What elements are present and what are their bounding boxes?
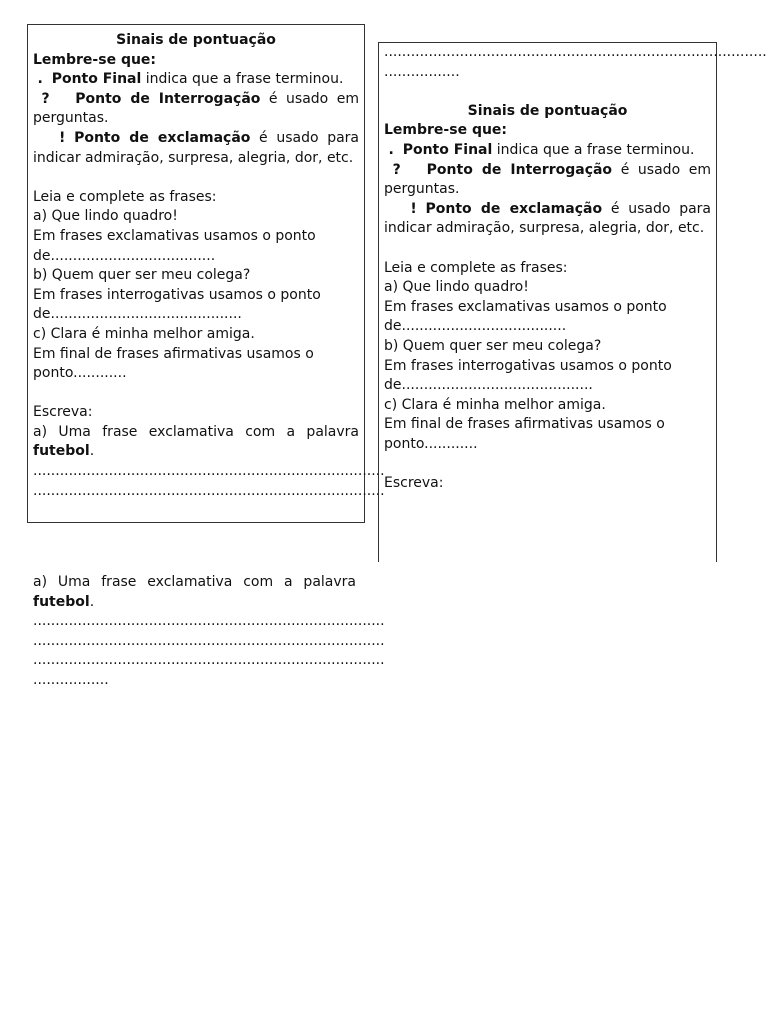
write-heading: Escreva: — [384, 475, 444, 492]
sentence-c: c) Clara é minha melhor amiga. — [384, 396, 606, 413]
write-heading: Escreva: — [33, 404, 93, 421]
exclaim-name: Ponto de exclamação — [74, 129, 251, 146]
period-definition — [33, 70, 359, 90]
exercise-heading: Leia e complete as frases: — [33, 188, 217, 205]
question-text: é usado em perguntas. — [384, 161, 712, 198]
answer-short-line: ................. — [33, 671, 109, 688]
period-name: Ponto Final — [51, 71, 142, 88]
write-task-a-text: a) Uma frase exclamativa com a palavra — [33, 574, 356, 590]
sentence-b: b) Quem quer ser meu colega? — [33, 267, 251, 284]
question-name: Ponto de Interrogação — [426, 161, 613, 178]
write-task-a-word: futebol — [33, 593, 90, 610]
prompt-c-blank: ponto............ — [33, 365, 127, 382]
prompt-c: Em final de frases afirmativas usamos o — [384, 416, 665, 433]
sentence-a: a) Que lindo quadro! — [384, 279, 529, 296]
prompt-b-blank: de........................................... — [33, 306, 242, 323]
sentence-a: a) Que lindo quadro! — [33, 208, 178, 225]
write-task-a-end: . — [89, 593, 95, 610]
exclaim-definition — [33, 129, 359, 168]
write-task-a — [33, 423, 359, 462]
prompt-b: Em frases interrogativas usamos o ponto — [384, 357, 672, 374]
worksheet-card-left — [27, 24, 385, 523]
answer-line: ............................................................................... — [33, 652, 385, 669]
card-title: Sinais de pontuação — [467, 102, 628, 119]
top-answer-short-line: ................. — [384, 63, 460, 80]
prompt-c: Em final de frases afirmativas usamos o — [33, 345, 314, 362]
sentence-c: c) Clara é minha melhor amiga. — [33, 325, 255, 342]
prompt-a: Em frases exclamativas usamos o ponto — [33, 227, 316, 244]
exclaim-text: é usado para indicar admiração, surpresa, alegria, dor, etc. — [384, 200, 712, 237]
worksheet-card-right — [378, 42, 767, 562]
exclaim-name: Ponto de exclamação — [425, 200, 603, 217]
top-answer-line: ...................................................................................... — [384, 44, 767, 60]
exercise-heading: Leia e complete as frases: — [384, 259, 568, 276]
period-mark: . — [388, 141, 394, 158]
write-task-a-word: futebol — [33, 443, 90, 460]
write-task-continuation — [33, 573, 385, 691]
period-text: indica que a frase terminou. — [492, 141, 695, 158]
write-task-a-end: . — [89, 443, 95, 460]
exclaim-mark: ! — [59, 129, 66, 146]
answer-line: ............................................................................... — [33, 482, 385, 499]
period-text: indica que a frase terminou. — [141, 71, 344, 88]
answer-line: ............................................................................... — [33, 463, 385, 480]
prompt-a: Em frases exclamativas usamos o ponto — [384, 298, 667, 315]
sentence-b: b) Quem quer ser meu colega? — [384, 337, 602, 354]
question-definition — [33, 90, 359, 129]
period-mark: . — [37, 71, 43, 88]
question-mark: ? — [41, 90, 50, 107]
exclaim-text: é usado para indicar admiração, surpresa, alegria, dor, etc. — [33, 129, 359, 166]
prompt-a-blank: de..................................... — [33, 247, 216, 264]
question-name: Ponto de Interrogação — [75, 90, 261, 107]
period-name: Ponto Final — [402, 141, 493, 158]
exclaim-definition — [384, 200, 711, 239]
write-task-a-text: a) Uma frase exclamativa com a palavra — [33, 423, 359, 440]
answer-line: ............................................................................... — [33, 613, 385, 630]
question-text: é usado em perguntas. — [33, 90, 360, 127]
prompt-c-blank: ponto............ — [384, 435, 478, 452]
write-task-a — [33, 573, 356, 612]
intro-heading: Lembre-se que: — [33, 51, 157, 68]
period-definition — [384, 141, 711, 161]
answer-line: ............................................................................... — [33, 632, 385, 649]
prompt-b-blank: de........................................... — [384, 377, 593, 394]
question-definition — [384, 161, 711, 200]
prompt-a-blank: de..................................... — [384, 318, 567, 335]
exclaim-mark: ! — [410, 200, 417, 217]
intro-heading: Lembre-se que: — [384, 122, 508, 139]
card-title: Sinais de pontuação — [116, 32, 276, 48]
question-mark: ? — [392, 161, 401, 178]
prompt-b: Em frases interrogativas usamos o ponto — [33, 286, 321, 303]
